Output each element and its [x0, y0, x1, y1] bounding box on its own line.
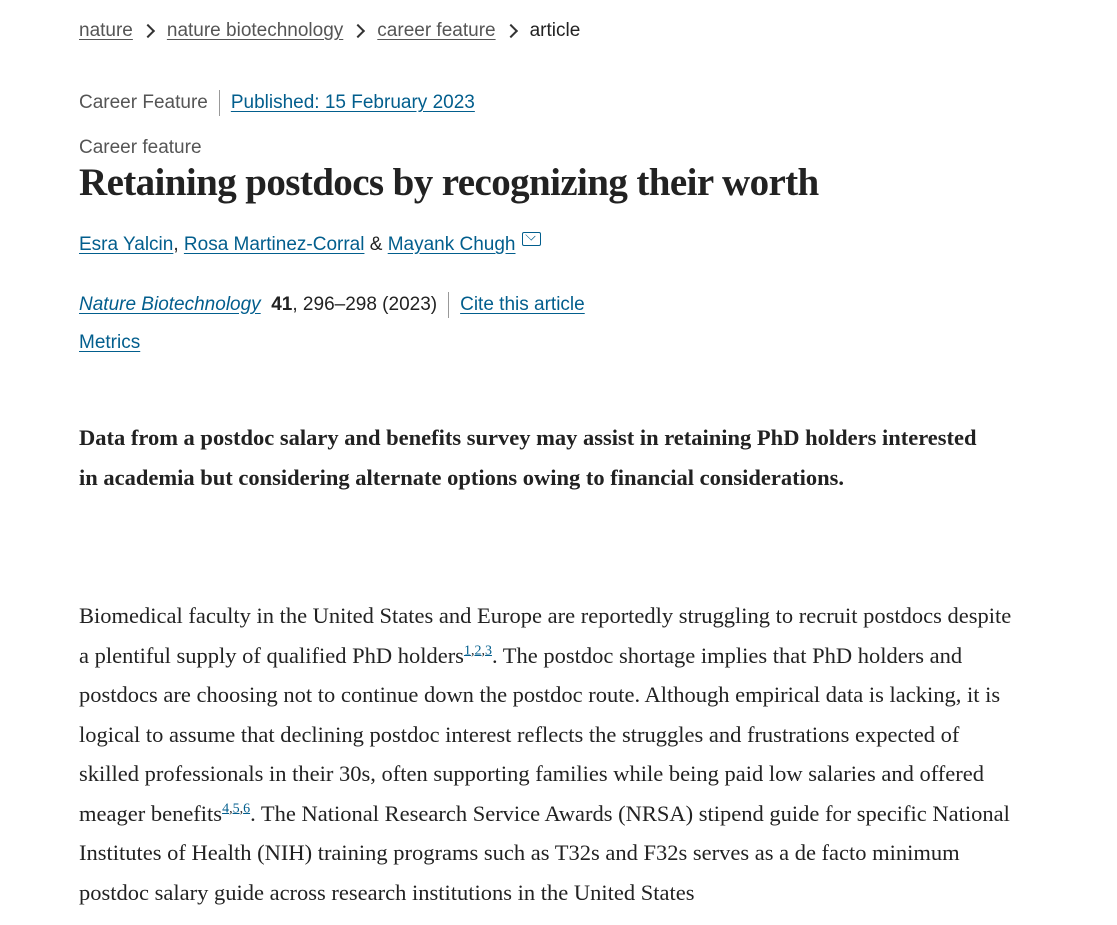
breadcrumb-career-feature[interactable]: career feature — [377, 20, 496, 41]
chevron-right-icon — [141, 24, 155, 38]
email-icon[interactable] — [522, 232, 541, 246]
author-link-martinez-corral[interactable]: Rosa Martinez-Corral — [183, 234, 365, 255]
article-abstract: Data from a postdoc salary and benefits survey may assist in retaining PhD holders interested in academia but considering alternate options owing to financial considerations. — [79, 425, 977, 490]
reference-link[interactable]: 3 — [484, 643, 492, 658]
author-link-yalcin[interactable]: Esra Yalcin — [79, 234, 174, 255]
reference-link[interactable]: 2 — [474, 643, 482, 658]
divider — [219, 90, 220, 116]
author-list — [79, 234, 541, 256]
author-ampersand: & — [369, 234, 383, 255]
reference-link[interactable]: 5 — [232, 801, 240, 816]
metrics-link[interactable]: Metrics — [79, 332, 141, 353]
breadcrumb — [79, 20, 580, 42]
article-title: Retaining postdocs by recognizing their worth — [79, 161, 819, 204]
journal-pages-year: , 296–298 (2023) — [292, 294, 438, 315]
author-link-chugh[interactable]: Mayank Chugh — [387, 234, 516, 255]
reference-group: 4,5,6 — [222, 801, 251, 816]
body-text: . The postdoc shortage implies that PhD holders and postdocs are choosing not to continue down the postdoc route. Although empirical data is lacking, it is logical to assume that declining postdoc interest reflects the struggles and frustrations expected of skilled professionals in their 30s, often supporting families while being paid low salaries and offered meager benefits — [79, 642, 1001, 826]
chevron-right-icon — [504, 24, 518, 38]
breadcrumb-current: article — [529, 20, 581, 41]
article-meta — [79, 90, 475, 116]
chevron-right-icon — [351, 24, 365, 38]
author-separator: , — [173, 234, 179, 255]
divider — [448, 292, 449, 318]
reference-group: 1,2,3 — [463, 643, 492, 658]
body-text: . The National Research Service Awards (NRSA) stipend guide for specific National Institutes of Health (NIH) training programs such as T32s and F32s serves as a de facto minimum postdoc salary guide across research institutions in the United States — [79, 800, 1010, 905]
metrics-row — [79, 332, 140, 354]
journal-volume: 41 — [271, 294, 293, 315]
breadcrumb-nature[interactable]: nature — [79, 20, 133, 41]
published-date-link[interactable]: Published: 15 February 2023 — [230, 92, 475, 113]
reference-link[interactable]: 4 — [222, 801, 230, 816]
article-body-paragraph — [79, 596, 1024, 912]
article-type: Career Feature — [79, 92, 208, 113]
reference-link[interactable]: 1 — [463, 643, 471, 658]
cite-this-article-link[interactable]: Cite this article — [460, 294, 585, 315]
reference-link[interactable]: 6 — [243, 801, 251, 816]
article-kicker: Career feature — [79, 137, 202, 158]
citation-line — [79, 292, 585, 318]
journal-link[interactable]: Nature Biotechnology — [79, 294, 261, 315]
breadcrumb-nature-biotechnology[interactable]: nature biotechnology — [166, 20, 344, 41]
body-text: Biomedical faculty in the United States and Europe are reportedly struggling to recruit postdocs despite a plentiful supply of qualified PhD holders — [79, 603, 1012, 668]
